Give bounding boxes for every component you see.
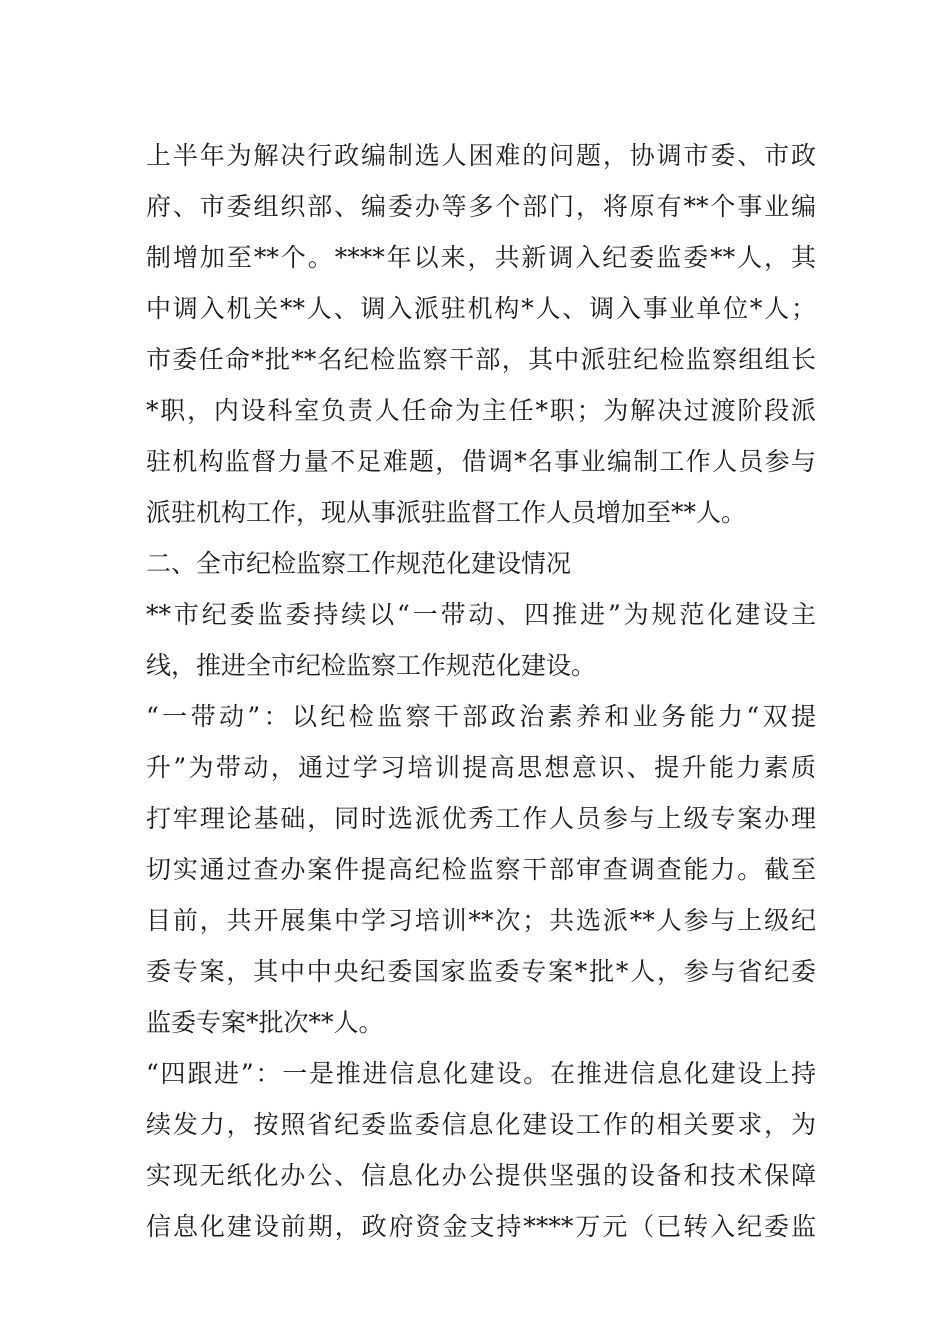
paragraph-line-12: “一带动”：以纪检监察干部政治素养和业务能力“双提	[146, 702, 816, 731]
paragraph-line-14: 打牢理论基础，同时选派优秀工作人员参与上级专案办理	[146, 804, 816, 833]
paragraph-line-5: 市委任命*批**名纪检监察干部，其中派驻纪检监察组组长	[146, 345, 816, 374]
paragraph-line-13: 升”为带动，通过学习培训提高思想意识、提升能力素质	[146, 753, 816, 782]
paragraph-line-21: 实现无纸化办公、信息化办公提供坚强的设备和技术保障	[146, 1161, 816, 1190]
paragraph-line-19: “四跟进”：一是推进信息化建设。在推进信息化建设上持	[146, 1059, 816, 1088]
paragraph-line-3: 制增加至**个。****年以来，共新调入纪委监委**人，其	[146, 243, 816, 272]
paragraph-line-22: 信息化建设前期，政府资金支持****万元（已转入纪委监	[146, 1212, 816, 1241]
paragraph-line-4: 中调入机关**人、调入派驻机构*人、调入事业单位*人；	[146, 294, 816, 323]
paragraph-line-6: *职，内设科室负责人任命为主任*职；为解决过渡阶段派	[146, 396, 816, 425]
paragraph-line-1: 上半年为解决行政编制选人困难的问题，协调市委、市政	[146, 141, 816, 170]
paragraph-line-8: 派驻机构工作，现从事派驻监督工作人员增加至**人。	[146, 498, 747, 527]
paragraph-line-18: 监委专案*批次**人。	[146, 1008, 384, 1037]
section-heading: 二、全市纪检监察工作规范化建设情况	[146, 549, 572, 578]
paragraph-line-11: 线，推进全市纪检监察工作规范化建设。	[146, 651, 597, 680]
paragraph-line-15: 切实通过查办案件提高纪检监察干部审查调查能力。截至	[146, 855, 816, 884]
paragraph-line-17: 委专案，其中中央纪委国家监委专案*批*人，参与省纪委	[146, 957, 816, 986]
paragraph-line-2: 府、市委组织部、编委办等多个部门，将原有**个事业编	[146, 192, 816, 221]
paragraph-line-16: 目前，共开展集中学习培训**次；共选派**人参与上级纪	[146, 906, 816, 935]
paragraph-line-20: 续发力，按照省纪委监委信息化建设工作的相关要求，为	[146, 1110, 816, 1139]
paragraph-line-7: 驻机构监督力量不足难题，借调*名事业编制工作人员参与	[146, 447, 816, 476]
paragraph-line-10: **市纪委监委持续以“一带动、四推进”为规范化建设主	[146, 600, 816, 629]
document-body	[146, 130, 816, 1252]
